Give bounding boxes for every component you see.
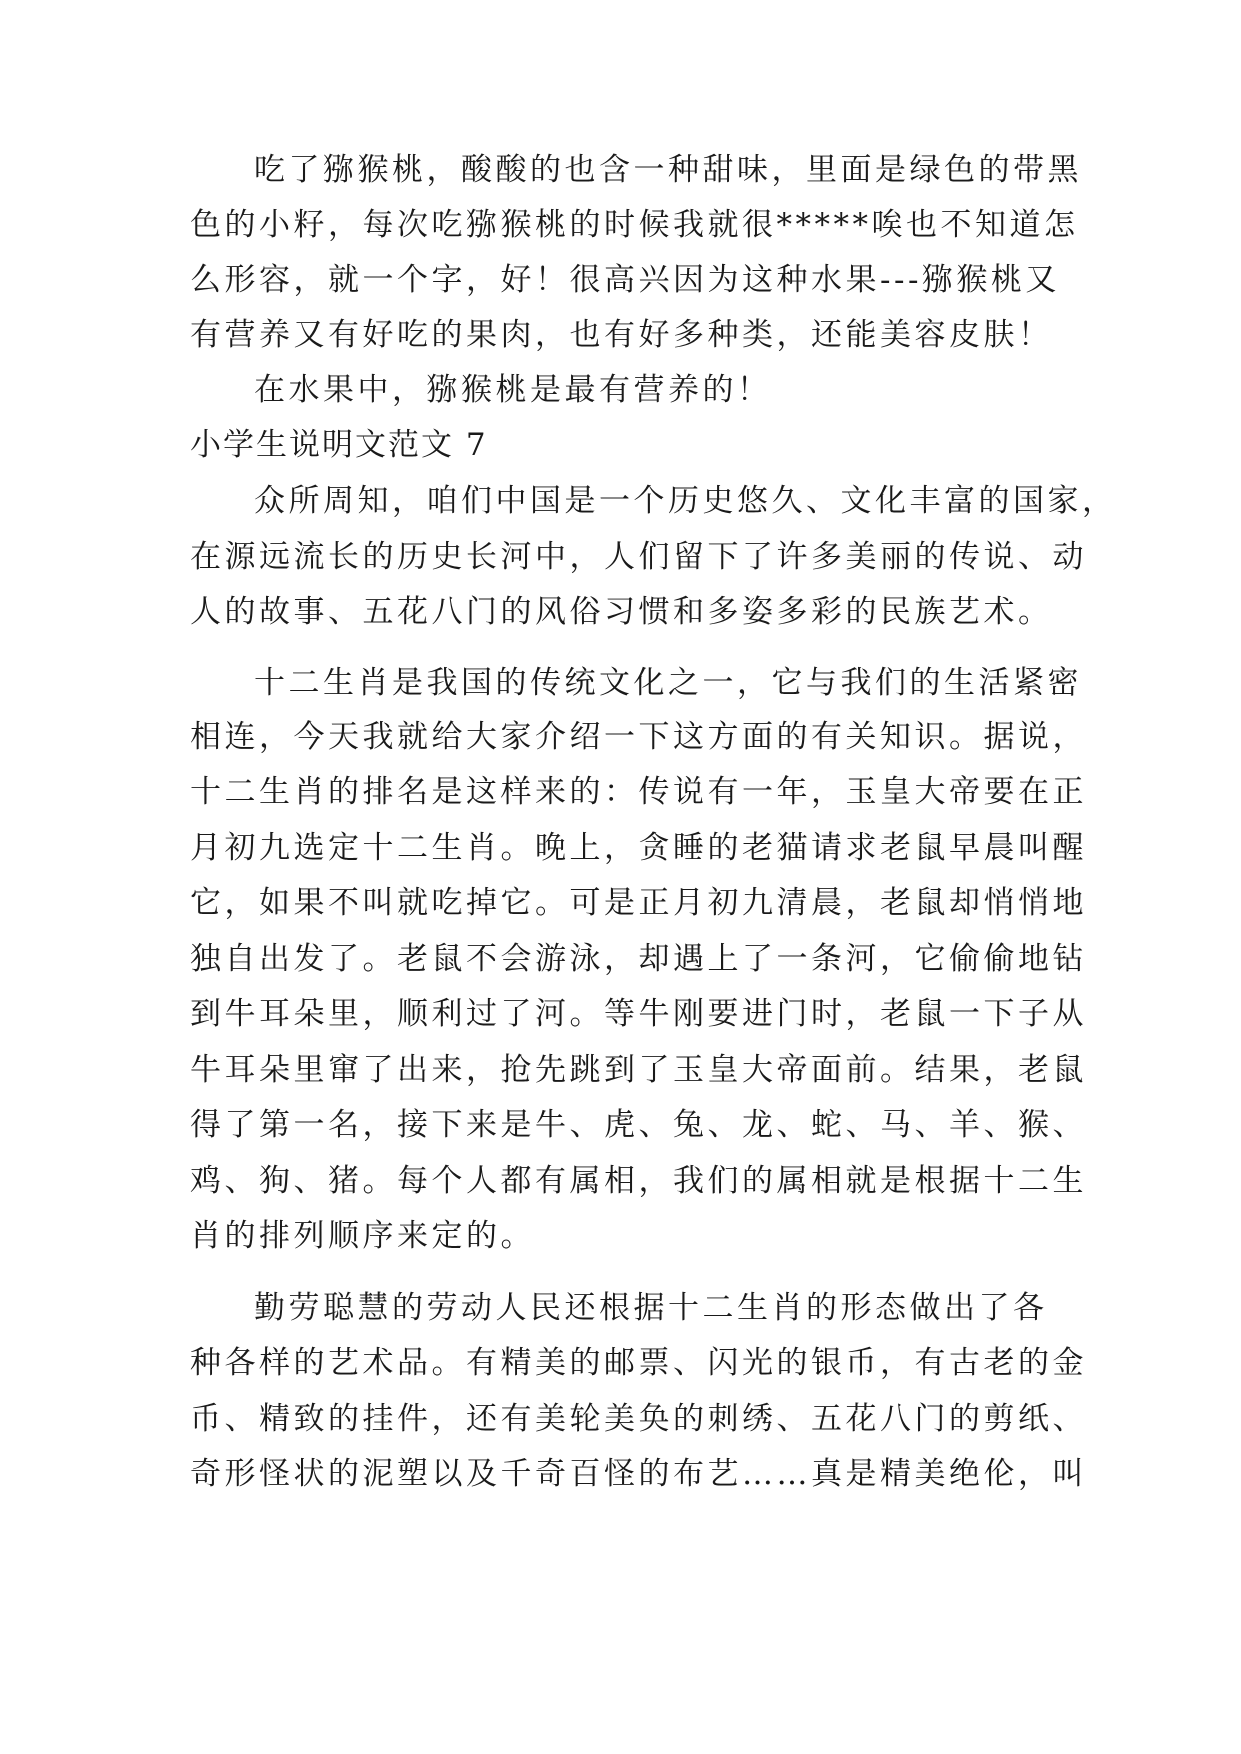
paragraph-line: 到牛耳朵里，顺利过了河。等牛刚要进门时，老鼠一下子从 xyxy=(190,996,1087,1032)
paragraph-line: 人的故事、五花八门的风俗习惯和多姿多彩的民族艺术。 xyxy=(190,594,1053,630)
paragraph-line: 相连，今天我就给大家介绍一下这方面的有关知识。据说， xyxy=(190,719,1087,755)
paragraph-line: 币、精致的挂件，还有美轮美奂的刺绣、五花八门的剪纸、 xyxy=(190,1401,1087,1437)
paragraph-line: 鸡、狗、猪。每个人都有属相，我们的属相就是根据十二生 xyxy=(190,1163,1087,1199)
paragraph-line: 肖的排列顺序来定的。 xyxy=(190,1218,535,1254)
paragraph-line: 色的小籽，每次吃猕猴桃的时候我就很*****唉也不知道怎 xyxy=(190,207,1079,243)
paragraph-line: 奇形怪状的泥塑以及千奇百怪的布艺……真是精美绝伦，叫 xyxy=(190,1456,1087,1492)
paragraph-line: 它，如果不叫就吃掉它。可是正月初九清晨，老鼠却悄悄地 xyxy=(190,885,1087,921)
paragraph-line: 有营养又有好吃的果肉，也有好多种类，还能美容皮肤！ xyxy=(190,317,1053,353)
paragraph-line: 么形容，就一个字，好！很高兴因为这种水果---猕猴桃又 xyxy=(190,262,1060,298)
paragraph-line: 十二生肖的排名是这样来的：传说有一年，玉皇大帝要在正 xyxy=(190,774,1087,810)
paragraph-line: 牛耳朵里窜了出来，抢先跳到了玉皇大帝面前。结果，老鼠 xyxy=(190,1052,1087,1088)
paragraph-line: 独自出发了。老鼠不会游泳，却遇上了一条河，它偷偷地钻 xyxy=(190,941,1087,977)
paragraph-line: 在水果中，猕猴桃是最有营养的！ xyxy=(254,372,772,408)
paragraph-line: 种各样的艺术品。有精美的邮票、闪光的银币，有古老的金 xyxy=(190,1345,1087,1381)
paragraph-line: 得了第一名，接下来是牛、虎、兔、龙、蛇、马、羊、猴、 xyxy=(190,1107,1087,1143)
section-heading: 小学生说明文范文 7 xyxy=(190,427,488,463)
paragraph-line: 月初九选定十二生肖。晚上，贪睡的老猫请求老鼠早晨叫醒 xyxy=(190,830,1087,866)
paragraph-line: 众所周知，咱们中国是一个历史悠久、文化丰富的国家， xyxy=(254,483,1117,519)
paragraph-line: 十二生肖是我国的传统文化之一，它与我们的生活紧密 xyxy=(254,665,1082,701)
paragraph-line: 吃了猕猴桃，酸酸的也含一种甜味，里面是绿色的带黑 xyxy=(254,152,1082,188)
paragraph-line: 勤劳聪慧的劳动人民还根据十二生肖的形态做出了各 xyxy=(254,1290,1048,1326)
paragraph-line: 在源远流长的历史长河中，人们留下了许多美丽的传说、动 xyxy=(190,539,1087,575)
